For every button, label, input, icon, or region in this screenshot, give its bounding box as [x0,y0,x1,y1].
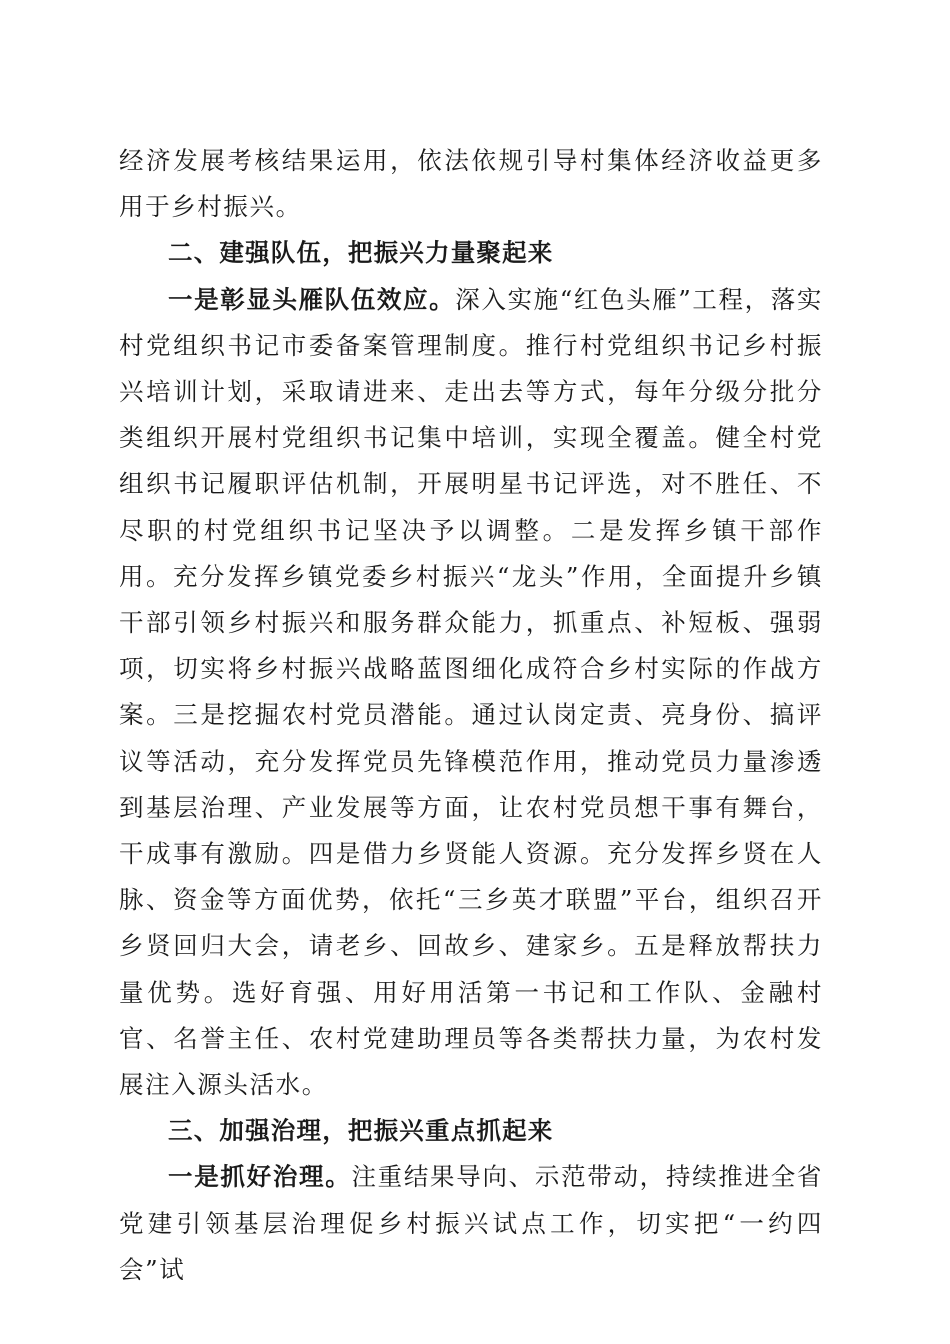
paragraph-body-2: 深入实施“红色头雁”工程，落实村党组织书记市委备案管理制度。推行村党组织书记乡村振兴培训计划，采取请进来、走出去等方式，每年分级分批分类组织开展村党组织书记集中培训，实现全覆盖。健全村党组织书记履职评估机制，开展明星书记评选，对不胜任、不尽职的村党组织书记坚决予以调整。二是发挥乡镇干部作用。充分发挥乡镇党委乡村振兴“龙头”作用，全面提升乡镇干部引领乡村振兴和服务群众能力，抓重点、补短板、强弱项，切实将乡村振兴战略蓝图细化成符合乡村实际的作战方案。三是挖掘农村党员潜能。通过认岗定责、亮身份、搞评议等活动，充分发挥党员先锋模范作用，推动党员力量渗透到基层治理、产业发展等方面，让农村党员想干事有舞台，干成事有激励。四是借力乡贤能人资源。充分发挥乡贤在人脉、资金等方面优势，依托“三乡英才联盟”平台，组织召开乡贤回归大会，请老乡、回故乡、建家乡。五是释放帮扶力量优势。选好育强、用好用活第一书记和工作队、金融村官、名誉主任、农村党建助理员等各类帮扶力量，为农村发展注入源头活水。 [119,284,823,1100]
paragraph-section-2 [119,277,823,1109]
paragraph-body-3: 注重结果导向、示范带动，持续推进全省党建引领基层治理促乡村振兴试点工作，切实把“一约四会”试 [119,1162,823,1284]
paragraph-lead-3: 一是抓好治理。 [168,1162,352,1192]
paragraph-lead-2: 一是彰显头雁队伍效应。 [168,284,456,314]
paragraph-continuation: 经济发展考核结果运用，依法依规引导村集体经济收益更多用于乡村振兴。 [119,146,823,222]
document-body [119,138,823,1293]
section-heading-2: 二、建强队伍，把振兴力量聚起来 [168,238,554,268]
section-heading-3: 三、加强治理，把振兴重点抓起来 [168,1116,554,1146]
paragraph-section-3 [119,1154,823,1293]
